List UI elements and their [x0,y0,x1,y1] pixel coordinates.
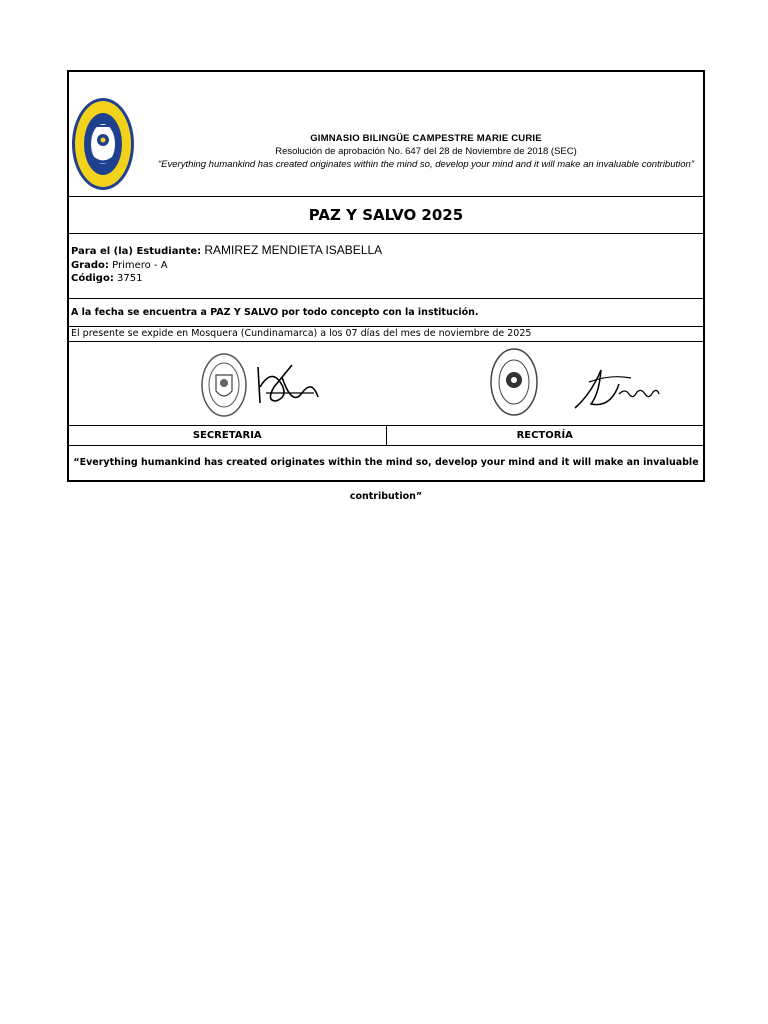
student-info [69,234,703,299]
peace-certificate [67,70,705,502]
secretary-seal [200,351,248,419]
code-label: Código: [71,273,114,284]
signatures [69,342,703,426]
page-title: PAZ Y SALVO 2025 [69,197,703,234]
header [69,72,703,197]
secretary-label: SECRETARIA [69,426,387,445]
rector-signature [571,364,661,412]
school-logo [71,96,135,192]
footer-motto: “Everything humankind has created originates within the mind so, develop your mind and it will make an invaluable contribution” [73,457,699,502]
student-name: RAMIREZ MENDIETA ISABELLA [204,243,383,257]
rector-seal [489,346,539,422]
statement: A la fecha se encuentra a PAZ Y SALVO por todo concepto con la institución. [69,299,703,327]
secretary-signature [252,357,322,413]
grade-label: Grado: [71,259,109,271]
resolution-text: Resolución de aprobación No. 647 del 28 de Noviembre de 2018 (SEC) [275,146,577,157]
signature-labels [69,426,703,446]
student-label: Para el (la) Estudiante: [71,246,202,257]
school-name: GIMNASIO BILINGÜE CAMPESTRE MARIE CURIE [310,133,542,144]
school-motto: “Everything humankind has created originates within the mind so, develop your mind and it will make an invaluable contribution” [158,159,694,170]
grade-value: Primero - A [112,259,168,271]
code-value: 3751 [117,273,143,284]
rector-label: RECTORÍA [516,430,573,441]
issued-text: El presente se expide en Mosquera (Cundinamarca) a los 07 días del mes de noviembre de 2025 [69,327,703,342]
